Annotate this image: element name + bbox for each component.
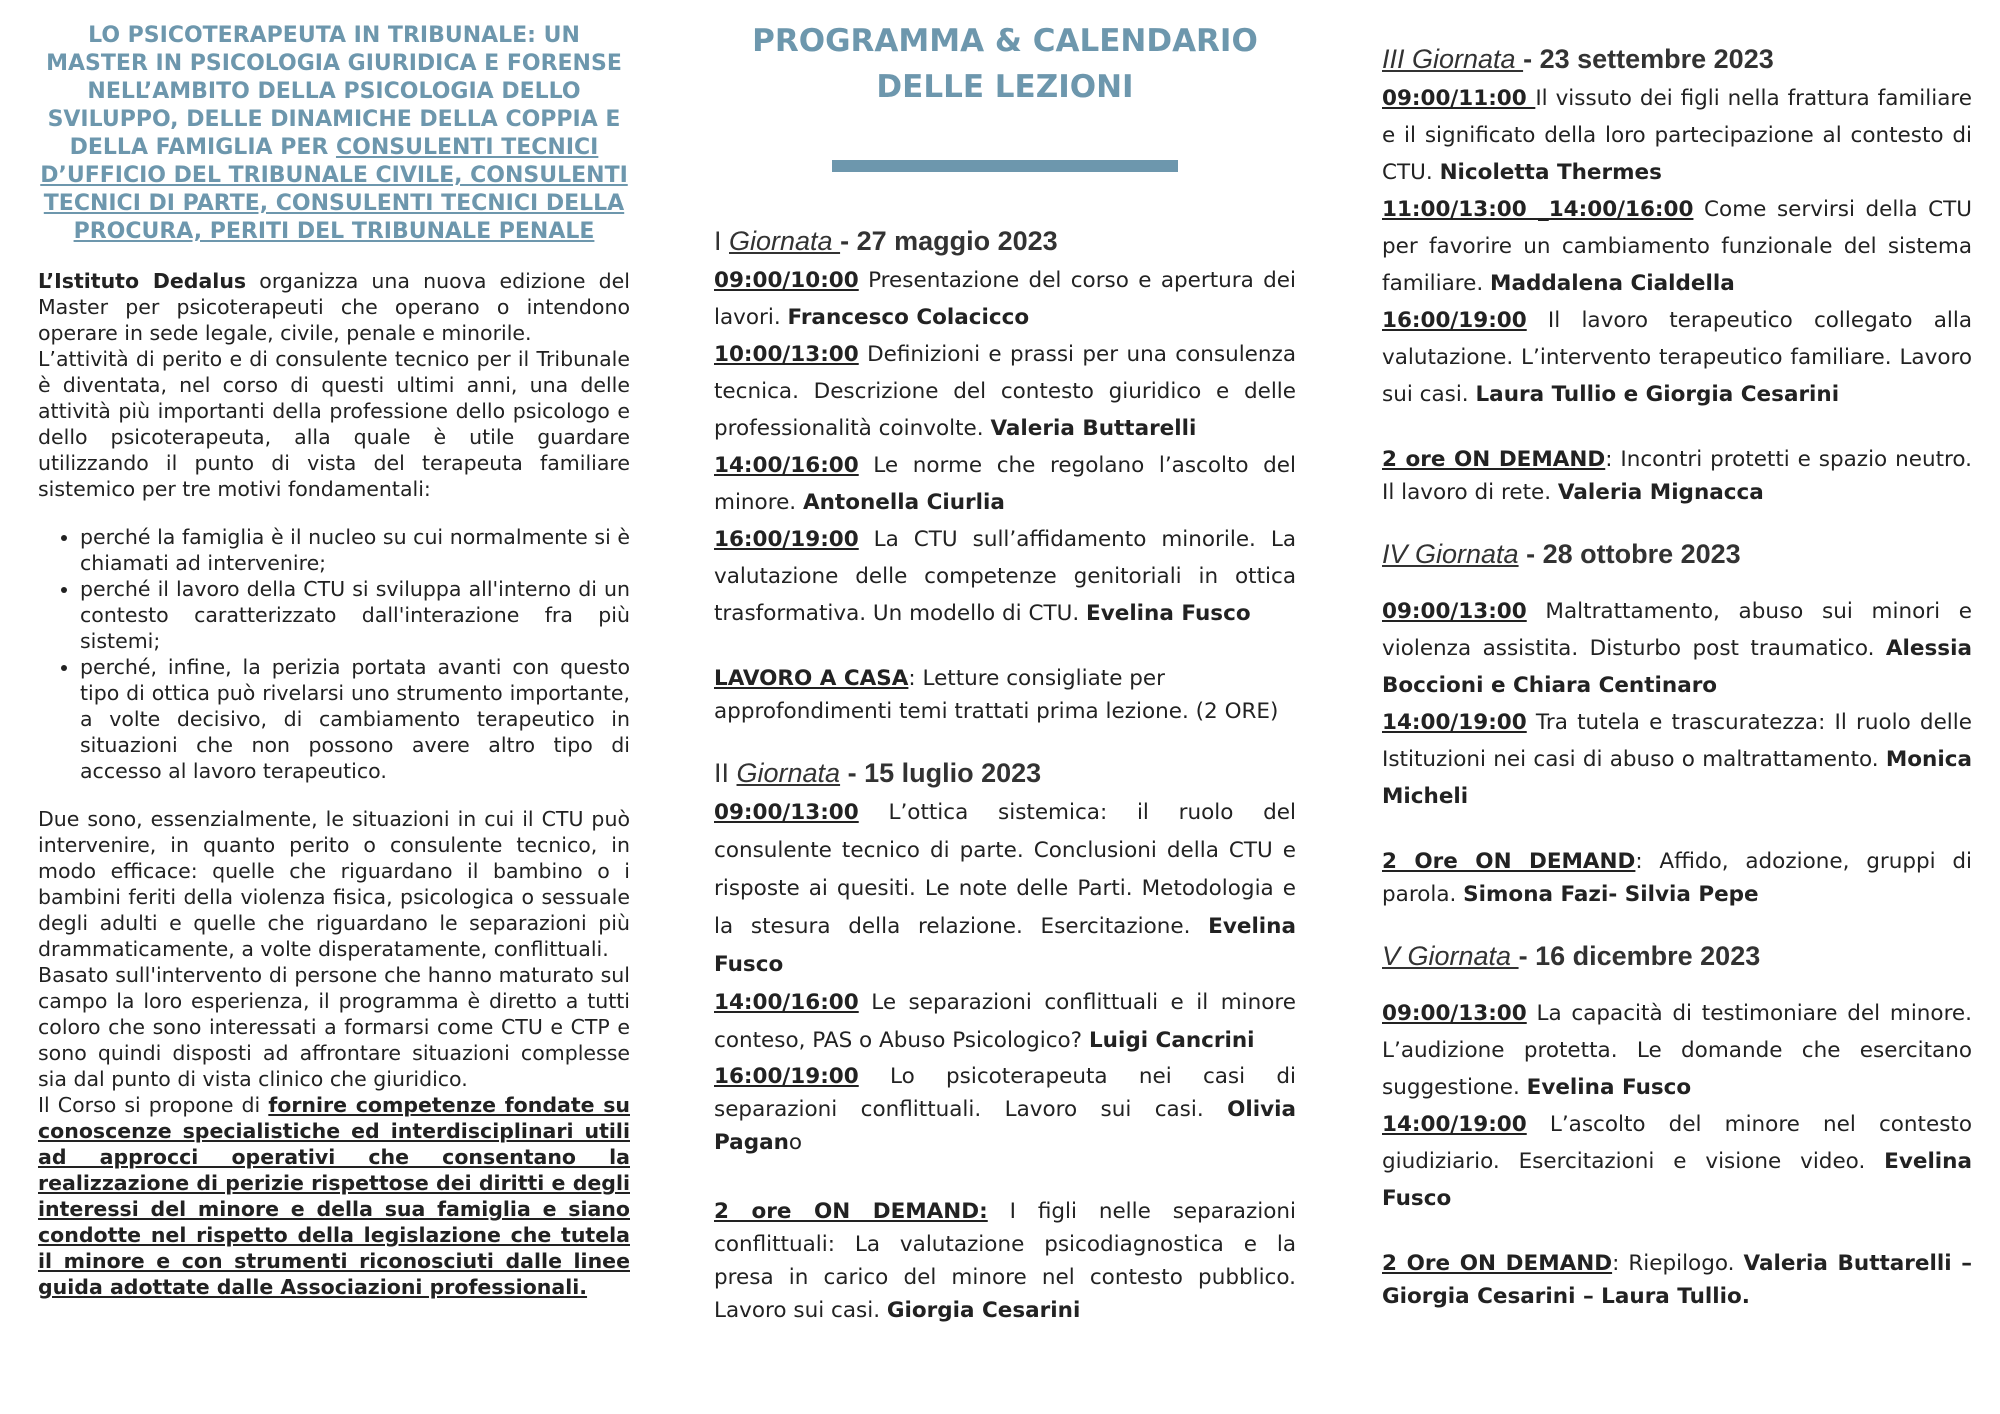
session-item: 14:00/16:00 Le separazioni conflittuali e il minore conteso, PAS o Abuso Psicologico? Luigi Cancrini xyxy=(714,990,1296,1053)
program-paragraph: Basato sull'intervento di persone che hanno maturato sul campo la loro esperienza, il programma è diretto a tutti coloro che sono interessati a formarsi come CTU e CTP e sono quindi disposti ad affrontare situazioni complesse sia dal punto di vista clinico che giuridico. xyxy=(38,963,630,1091)
on-demand-item: 2 ore ON DEMAND: Incontri protetti e spazio neutro. Il lavoro di rete. Valeria Mignacca xyxy=(1382,447,1972,505)
homework-item: LAVORO A CASA: Letture consigliate per approfondimenti temi trattati prima lezione. (2 ORE) xyxy=(714,666,1279,724)
goal-paragraph: Il Corso si propone di fornire competenze fondate su conoscenze specialistiche ed interdisciplinari utili ad approcci operativi che consentano la realizzazione di perizie rispettose dei diritti e degli interessi del minore e della sua famiglia e siano condotte nel rispetto della legislazione che tutela il minore e con strumenti riconosciuti dalle linee guida adottate dalle Associazioni professionali. xyxy=(38,1093,630,1299)
list-item: • perché il lavoro della CTU si sviluppa all'interno di un contesto caratterizzato dall'interazione fra più sistemi; xyxy=(80,576,630,654)
session-item: 16:00/19:00 Lo psicoterapeuta nei casi di separazioni conflittuali. Lavoro sui casi. Olivia Pagano xyxy=(714,1064,1296,1155)
heading-underlined: CONSULENTI TECNICI D’UFFICIO DEL TRIBUNALE CIVILE, CONSULENTI TECNICI DI PARTE, CONSULENTI TECNICI DELLA PROCURA, PERITI DEL TRIBUNALE PENALE xyxy=(40,135,628,244)
list-item: • perché, infine, la perizia portata avanti con questo tipo di ottica può rivelarsi uno strumento importante, a volte decisivo, di cambiamento terapeutico in situazioni che non possono avere altro tipo di accesso al lavoro terapeutico. xyxy=(80,654,630,784)
day-heading-4: IV Giornata - 28 ottobre 2023 xyxy=(1382,539,1741,569)
program-title: PROGRAMMA & CALENDARIO DELLE LEZIONI xyxy=(752,23,1258,105)
activity-paragraph: L’attività di perito e di consulente tecnico per il Tribunale è diventata, nel corso di questi ultimi anni, una delle attività più importanti della professione dello psicologo e dello psicoterapeuta, alla quale è utile guardare utilizzando il punto di vista del terapeuta familiare sistemico per tre motivi fondamentali: xyxy=(38,347,630,501)
session-item: 14:00/19:00 L’ascolto del minore nel contesto giudiziario. Esercitazioni e visione video. Evelina Fusco xyxy=(1382,1112,1972,1211)
session-item: 09:00/13:00 L’ottica sistemica: il ruolo del consulente tecnico di parte. Conclusioni della CTU e risposte ai quesiti. Le note delle Parti. Metodologia e la stesura della relazione. Esercitazione. Evelina Fusco xyxy=(714,800,1296,977)
institute-name: L’Istituto Dedalus xyxy=(38,269,247,293)
goal-emphasis: fornire competenze fondate su conoscenze specialistiche ed interdisciplinari utili ad approcci operativi che consentano la realizzazione di perizie rispettose dei diritti e degli interessi del minore e della sua famiglia e siano condotte nel rispetto della legislazione che tutela il minore e con strumenti riconosciuti dalle linee guida adottate dalle Associazioni professionali. xyxy=(38,1093,630,1299)
day-heading-3: III Giornata - 23 settembre 2023 xyxy=(1382,44,1774,74)
session-item: 09:00/13:00 La capacità di testimoniare del minore. L’audizione protetta. Le domande che esercitano suggestione. Evelina Fusco xyxy=(1382,1001,1972,1100)
session-item: 09:00/11:00 Il vissuto dei figli nella frattura familiare e il significato della loro partecipazione al contesto di CTU. Nicoletta Thermes xyxy=(1382,86,1972,185)
intro-column xyxy=(38,22,630,1300)
session-item: 14:00/16:00 Le norme che regolano l’ascolto del minore. Antonella Ciurlia xyxy=(714,453,1296,515)
session-item: 11:00/13:00 _14:00/16:00 Come servirsi della CTU per favorire un cambiamento funzionale del sistema familiare. Maddalena Cialdella xyxy=(1382,197,1972,296)
reasons-list xyxy=(38,524,630,784)
session-item: 10:00/13:00 Definizioni e prassi per una consulenza tecnica. Descrizione del contesto giuridico e delle professionalità coinvolte. Valeria Buttarelli xyxy=(714,342,1296,441)
heading-plain: LO PSICOTERAPEUTA IN TRIBUNALE: UN MASTER IN PSICOLOGIA GIURIDICA E FORENSE NELL’AMBITO DELLA PSICOLOGIA DELLO SVILUPPO, DELLE DINAMICHE DELLA COPPIA E DELLA FAMIGLIA PER xyxy=(46,23,622,160)
session-item: 09:00/13:00 Maltrattamento, abuso sui minori e violenza assistita. Disturbo post traumatico. Alessia Boccioni e Chiara Centinaro xyxy=(1382,599,1972,698)
master-heading xyxy=(38,22,630,246)
session-item: 16:00/19:00 La CTU sull’affidamento minorile. La valutazione delle competenze genitoriali in ottica trasformativa. Un modello di CTU. Evelina Fusco xyxy=(714,527,1296,626)
on-demand-item: 2 Ore ON DEMAND: Affido, adozione, gruppi di parola. Simona Fazi- Silvia Pepe xyxy=(1382,849,1972,907)
on-demand-item: 2 Ore ON DEMAND: Riepilogo. Valeria Buttarelli – Giorgia Cesarini – Laura Tullio. xyxy=(1382,1251,1972,1309)
day-heading-1: I Giornata - 27 maggio 2023 xyxy=(714,226,1058,256)
day-heading-2: II Giornata - 15 luglio 2023 xyxy=(714,758,1042,788)
session-item: 16:00/19:00 Il lavoro terapeutico collegato alla valutazione. L’intervento terapeutico familiare. Lavoro sui casi. Laura Tullio e Giorgia Cesarini xyxy=(1382,308,1972,407)
day-heading-5: V Giornata - 16 dicembre 2023 xyxy=(1382,941,1761,971)
situations-paragraph: Due sono, essenzialmente, le situazioni in cui il CTU può intervenire, in quanto perito o consulente tecnico, in modo efficace: quelle che riguardano il bambino o i bambini feriti della violenza fisica, psicologica o sessuale degli adulti e quelle che riguardano le separazioni più drammaticamente, a volte disperatamente, conflittuali. xyxy=(38,807,630,961)
title-divider xyxy=(832,160,1178,172)
list-item: • perché la famiglia è il nucleo su cui normalmente si è chiamati ad intervenire; xyxy=(80,524,630,576)
intro-paragraph: L’Istituto Dedalus organizza una nuova edizione del Master per psicoterapeuti che operano o intendono operare in sede legale, civile, penale e minorile. xyxy=(38,269,630,345)
on-demand-item: 2 ore ON DEMAND: I figli nelle separazioni conflittuali: La valutazione psicodiagnostica e la presa in carico del minore nel contesto pubblico. Lavoro sui casi. Giorgia Cesarini xyxy=(714,1199,1296,1323)
schedule-column-1 xyxy=(714,18,1296,1327)
session-item: 14:00/19:00 Tra tutela e trascuratezza: Il ruolo delle Istituzioni nei casi di abuso o maltrattamento. Monica Micheli xyxy=(1382,710,1972,809)
session-item: 09:00/10:00 Presentazione del corso e apertura dei lavori. Francesco Colacicco xyxy=(714,268,1296,330)
schedule-column-2 xyxy=(1382,42,1972,1313)
